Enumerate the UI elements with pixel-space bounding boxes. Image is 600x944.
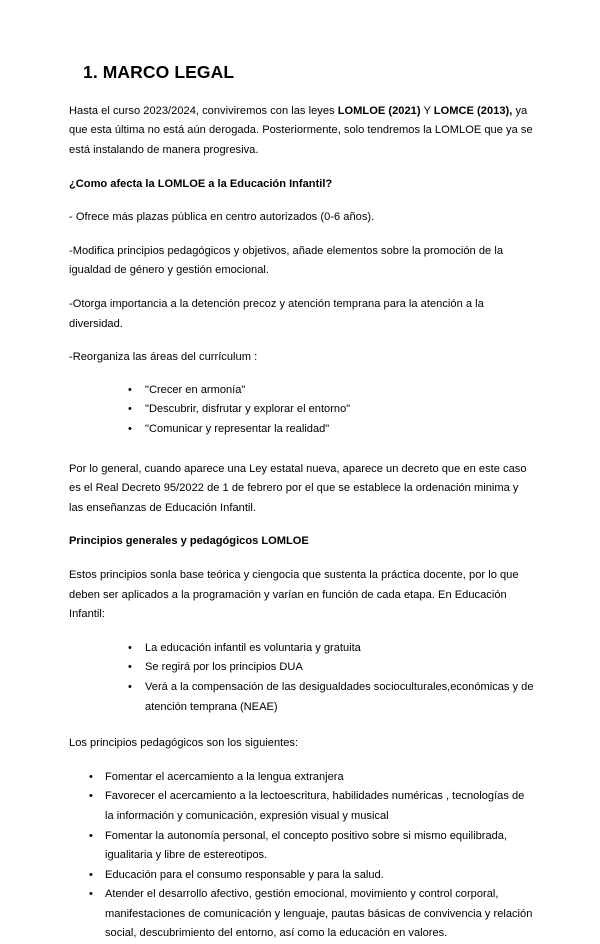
list-item: • Educación para el consumo responsable y para la salud. bbox=[69, 866, 534, 886]
effect-paragraph-2: -Modifica principios pedagógicos y objetivos, añade elementos sobre la promoción de la igualdad de género y gestión emocional. bbox=[69, 244, 504, 277]
heading-principios-generales: Principios generales y pedagógicos LOMLOE bbox=[69, 535, 309, 548]
list-item: • La educación infantil es voluntaria y gratuita bbox=[69, 639, 534, 659]
list-item: • Fomentar el acercamiento a la lengua extranjera bbox=[69, 768, 534, 788]
list-item: • "Crecer en armonía" bbox=[69, 381, 534, 401]
law-lomce-2013: LOMCE (2013), bbox=[433, 104, 513, 117]
intro-text-before: Hasta el curso 2023/2024, conviviremos con las leyes bbox=[69, 104, 338, 117]
effect-paragraph-3: -Otorga importancia a la detención precoz y atención temprana para la atención a la diversidad. bbox=[69, 298, 484, 330]
list-item: • Fomentar la autonomía personal, el concepto positivo sobre si mismo equilibrada, igualitaria y libre de estereotipos. bbox=[69, 827, 534, 866]
principios-intro-paragraph: Estos principios sonla base teórica y ciengocia que sustenta la práctica docente, por lo que deben ser aplicados a la programación y varían en función de cada etapa. En Educación Infantil: bbox=[69, 568, 519, 621]
principios-generales-list bbox=[69, 639, 534, 717]
intro-text-after: ya que esta última no está aún derogada. Posteriormente, solo tendremos la LOMLOE que ya se está instalando de manera progresiva. bbox=[69, 104, 533, 157]
intro-paragraph bbox=[69, 102, 534, 161]
decreto-paragraph: Por lo general, cuando aparece una Ley estatal nueva, aparece un decreto que en este caso es el Real Decreto 95/2022 de 1 de febrero por el que se establece la ordenación minima y las enseñanzas de Educación Infantil. bbox=[69, 462, 527, 514]
intro-conjunction: Y bbox=[420, 104, 434, 117]
pedagogicos-intro-paragraph: Los principios pedagógicos son los siguientes: bbox=[69, 737, 299, 750]
effect-paragraph-1: - Ofrece más plazas pública en centro autorizados (0-6 años). bbox=[69, 211, 375, 224]
law-lomloe-2021: LOMLOE (2021) bbox=[337, 104, 421, 117]
principios-pedagogicos-list bbox=[69, 768, 534, 944]
list-item: • Atender el desarrollo afectivo, gestión emocional, movimiento y control corporal, manifestaciones de comunicación y lenguaje, pautas básicas de convivencia y relación social, descubrimiento del entorno, así como la educación en valores. bbox=[69, 885, 534, 944]
list-item: • "Comunicar y representar la realidad" bbox=[69, 420, 534, 440]
list-item: • Se regirá por los principios DUA bbox=[69, 658, 534, 678]
curriculum-areas-list bbox=[69, 381, 534, 440]
page-title: 1. MARCO LEGAL bbox=[83, 62, 235, 82]
list-item: • "Descubrir, disfrutar y explorar el entorno" bbox=[69, 400, 534, 420]
list-item: • Favorecer el acercamiento a la lectoescritura, habilidades numéricas , tecnologías de la información y comunicación, expresión visual y musical bbox=[69, 787, 534, 826]
effect-paragraph-4: -Reorganiza las áreas del currículum : bbox=[69, 351, 258, 364]
list-item: • Verá a la compensación de las desigualdades socioculturales,económicas y de atención temprana (NEAE) bbox=[69, 678, 534, 717]
heading-como-afecta: ¿Como afecta la LOMLOE a la Educación Infantil? bbox=[69, 177, 333, 190]
